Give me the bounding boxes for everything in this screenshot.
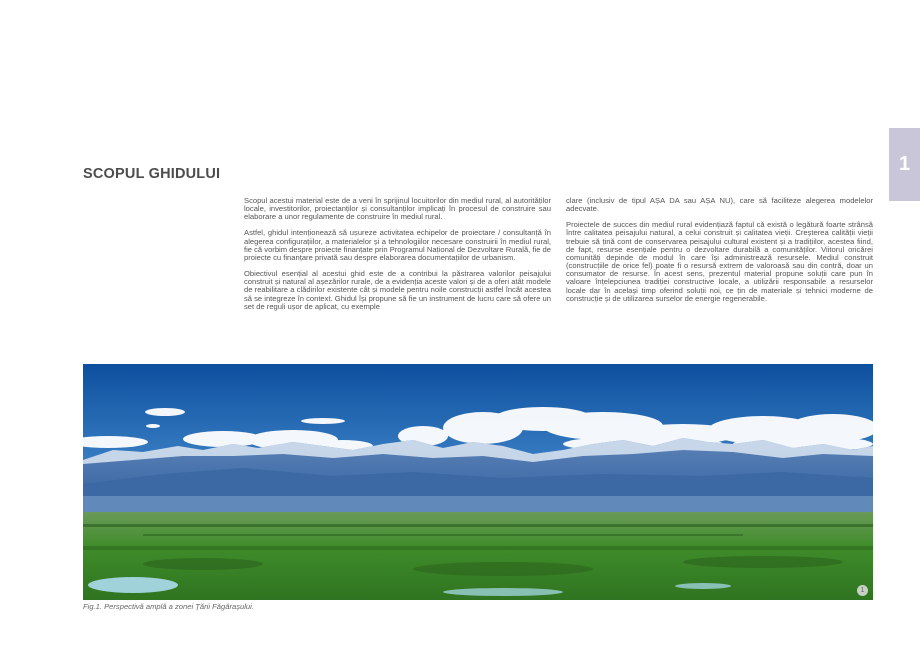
figure-caption: Fig.1. Perspectivă amplă a zonei Țării Făgărașului. <box>83 602 254 611</box>
chapter-tab <box>889 128 920 201</box>
paragraph: Obiectivul esențial al acestui ghid este de a contribui la păstrarea valorilor peisajului construit și natural al așezărilor rurale, de a evidenția aceste valori și de a oferi atât modele de reabilitare a clădirilor existente cât și modele pentru noile construcții astfel încât acestea să se integreze în context. Ghidul își propune să fie un instrument de lucru care să ofere un set de reguli ușor de aplicat, cu exemple <box>244 269 551 311</box>
haze <box>83 496 873 514</box>
figure-marker: 1 <box>857 585 868 596</box>
page-title: SCOPUL GHIDULUI <box>83 166 221 182</box>
text-column-left <box>244 197 551 319</box>
landscape-photo <box>83 364 873 600</box>
text-column-right <box>566 197 873 311</box>
chapter-number: 1 <box>898 153 911 175</box>
landscape-illustration <box>83 364 873 600</box>
paragraph: clare (inclusiv de tipul AȘA DA sau AȘA NU), care să faciliteze alegerea modelelor adecvate. <box>566 196 873 214</box>
paragraph: Astfel, ghidul intenționează să ușureze activitatea echipelor de proiectare / consultanță în alegerea configurațiilor, a materialelor și a tehnologiilor necesare construirii în mediul rural, fie că vorbim despre proiecte finanțate prin Programul Național de Dezvoltare Rurală, fie de proiecte cu finanțare privată sau despre elaborarea documentațiilor de urbanism. <box>244 228 551 262</box>
paragraph: Proiectele de succes din mediul rural evidențiază faptul că există o legătură foarte strânsă între calitatea peisajului natural, a celui construit și calitatea vieții. Creșterea calității vieții trebuie să țină cont de conservarea peisajului cultural existent și a tradițiilor, acestea fiind, de fapt, resurse esențiale pentru o dezvoltare durabilă a comunităților. Viitorul oricărei comunități depinde de modul în care își administrează resursele. Mediul construit (construcțiile de orice fel) poate fi o resursă extrem de valoroasă sau din contră, doar un consumator de resurse. În acest sens, prezentul material propune soluții care pun în valoare înțelepciunea tradiției constructive locale, a utilizării responsabile a resurselor locale dar în același timp oferind soluții noi, ce țin de materiale și tehnici moderne de construcție și de utilizarea surselor de energie regenerabile. <box>566 220 873 303</box>
paragraph: Scopul acestui material este de a veni în sprijinul locuitorilor din mediul rural, al autorităților locale, investitorilor, proiectanților și consultanților implicați în procesul de construire sau elaborare a unor regulamente de construire în mediul rural. <box>244 196 551 222</box>
